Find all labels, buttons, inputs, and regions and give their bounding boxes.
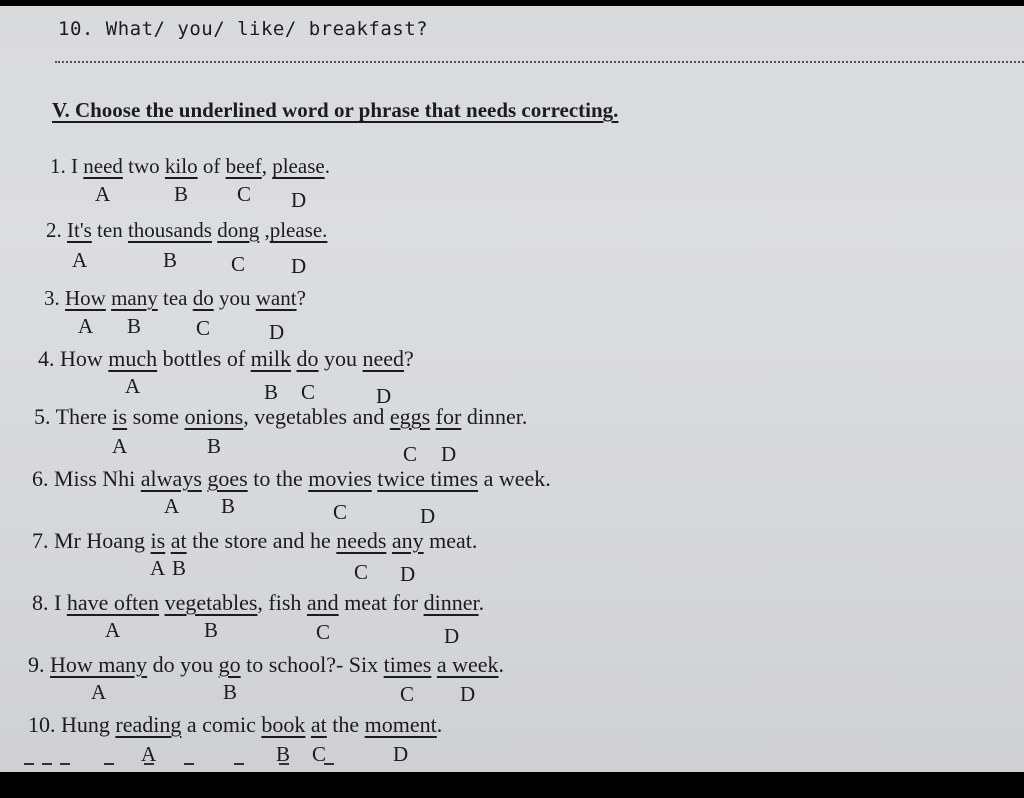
answer-dotted-line xyxy=(55,61,1024,63)
underlined-option: please. xyxy=(269,218,328,242)
question-text: the xyxy=(326,712,365,737)
option-letter-b: B xyxy=(163,248,178,272)
underlined-option: onions xyxy=(184,404,244,429)
question-text: bottles of xyxy=(157,346,251,371)
question-text: , vegetables and xyxy=(243,404,390,429)
underlined-option: eggs xyxy=(389,404,431,429)
underlined-option: How many xyxy=(50,652,148,677)
underlined-option: need xyxy=(83,154,123,178)
underlined-option: at xyxy=(310,712,327,737)
question-9 xyxy=(28,652,504,678)
question-3 xyxy=(44,286,306,311)
underlined-option: movies xyxy=(308,466,372,491)
question-text: , fish xyxy=(257,590,307,615)
question-text: ? xyxy=(296,286,306,310)
option-letter-b: B xyxy=(276,742,291,766)
question-text: dinner. xyxy=(461,404,528,429)
option-letter-c: C xyxy=(196,316,211,340)
underlined-option: do xyxy=(192,286,214,310)
option-letter-c: C xyxy=(237,182,252,206)
option-letter-a: A xyxy=(164,494,180,518)
underlined-option: go xyxy=(218,652,241,677)
question-text: I xyxy=(71,154,84,178)
section-title: V. Choose the underlined word or phrase that needs correcting. xyxy=(52,98,619,122)
underlined-option: beef xyxy=(225,154,262,178)
underlined-option: thousands xyxy=(127,218,212,242)
question-10 xyxy=(28,712,442,738)
question-6 xyxy=(32,466,551,492)
underlined-option: do xyxy=(296,346,319,371)
underlined-option: any xyxy=(391,528,424,553)
question-text: a week. xyxy=(478,466,551,491)
question-text: Hung xyxy=(61,712,116,737)
question-number: 6. xyxy=(32,466,54,491)
question-text: do you xyxy=(147,652,219,677)
underlined-option: dong xyxy=(217,218,260,242)
underlined-option: twice times xyxy=(377,466,479,491)
underlined-option: is xyxy=(150,528,166,553)
question-text: to the xyxy=(247,466,309,491)
underlined-option: for xyxy=(435,404,462,429)
option-letter-b: B xyxy=(264,380,279,404)
option-letter-c: C xyxy=(333,500,348,524)
question-text: you xyxy=(213,286,256,310)
question-text: two xyxy=(122,154,165,178)
question-text: to school?- Six xyxy=(240,652,384,677)
option-letter-b: B xyxy=(207,434,222,458)
question-number: 3. xyxy=(44,286,65,310)
question-text: Miss Nhi xyxy=(54,466,141,491)
underlined-option: need xyxy=(362,346,405,371)
question-number: 1. xyxy=(50,154,71,178)
question-2 xyxy=(46,218,327,243)
underlined-option: vegetables xyxy=(164,590,258,615)
underlined-option: at xyxy=(170,528,187,553)
question-text: the store and he xyxy=(186,528,337,553)
question-1 xyxy=(50,154,330,179)
question-number: 9. xyxy=(28,652,50,677)
option-letter-a: A xyxy=(95,182,111,206)
option-letter-b: B xyxy=(204,618,219,642)
question-number: 4. xyxy=(38,346,60,371)
question-7 xyxy=(32,528,477,554)
underlined-option: have often xyxy=(66,590,160,615)
underlined-option: dinner xyxy=(423,590,479,615)
question-text: meat for xyxy=(338,590,424,615)
underlined-option: goes xyxy=(207,466,248,491)
option-letter-b: B xyxy=(127,314,142,338)
option-letter-d: D xyxy=(460,682,476,706)
question-text: How xyxy=(60,346,109,371)
question-text: . xyxy=(498,652,505,677)
question-text: some xyxy=(127,404,185,429)
question-text: . xyxy=(324,154,330,178)
question-text: meat. xyxy=(423,528,478,553)
question-text: , xyxy=(261,154,273,178)
question-number: 10. xyxy=(28,712,61,737)
question-number: 5. xyxy=(34,404,56,429)
option-letter-a: A xyxy=(105,618,121,642)
question-number: 7. xyxy=(32,528,54,553)
underlined-option: moment xyxy=(364,712,437,737)
underlined-option: please xyxy=(272,154,325,178)
question-text: ? xyxy=(404,346,414,371)
question-text: There xyxy=(55,404,113,429)
previous-question-10: 10. What/ you/ like/ breakfast? xyxy=(58,18,429,40)
question-text: a comic xyxy=(181,712,262,737)
underlined-option: much xyxy=(108,346,158,371)
underlined-option: It's xyxy=(67,218,92,242)
question-text: tea xyxy=(157,286,193,310)
option-letter-c: C xyxy=(312,742,327,766)
option-letter-d: D xyxy=(393,742,409,766)
option-letter-b: B xyxy=(174,182,189,206)
underlined-option: a week xyxy=(436,652,499,677)
underlined-option: and xyxy=(306,590,339,615)
question-text: of xyxy=(197,154,226,178)
option-letter-d: D xyxy=(441,442,457,466)
question-text: . xyxy=(478,590,485,615)
option-letter-c: C xyxy=(403,442,418,466)
question-text: you xyxy=(318,346,363,371)
underlined-option: milk xyxy=(250,346,292,371)
question-text: Mr Hoang xyxy=(54,528,151,553)
question-8 xyxy=(32,590,484,616)
underlined-option: many xyxy=(111,286,158,310)
option-letter-d: D xyxy=(269,320,285,344)
worksheet-page xyxy=(0,6,1024,772)
underlined-option: reading xyxy=(115,712,182,737)
option-letter-c: C xyxy=(231,252,246,276)
underlined-option: want xyxy=(255,286,297,310)
option-letter-a: A xyxy=(112,434,128,458)
option-letter-a: A xyxy=(91,680,107,704)
option-letter-a: A xyxy=(150,556,166,580)
option-letter-a: A xyxy=(78,314,94,338)
option-letter-c: C xyxy=(316,620,331,644)
question-5 xyxy=(34,404,527,430)
question-number: 8. xyxy=(32,590,54,615)
option-letter-c: C xyxy=(354,560,369,584)
option-letter-d: D xyxy=(400,562,416,586)
question-number: 2. xyxy=(46,218,67,242)
question-text: ten xyxy=(91,218,128,242)
option-letter-d: D xyxy=(291,188,307,212)
question-text: , xyxy=(259,218,270,242)
option-letter-a: A xyxy=(141,742,157,766)
underlined-option: book xyxy=(261,712,306,737)
option-letter-c: C xyxy=(301,380,316,404)
underlined-option: needs xyxy=(336,528,387,553)
option-letter-b: B xyxy=(223,680,238,704)
option-letter-d: D xyxy=(291,254,307,278)
option-letter-a: A xyxy=(72,248,88,272)
option-letter-d: D xyxy=(376,384,392,408)
option-letter-c: C xyxy=(400,682,415,706)
question-text: . xyxy=(436,712,443,737)
option-letter-b: B xyxy=(221,494,236,518)
underlined-option: is xyxy=(112,404,128,429)
option-letter-a: A xyxy=(125,374,141,398)
underlined-option: always xyxy=(140,466,202,491)
underlined-option: How xyxy=(65,286,106,310)
underlined-option: kilo xyxy=(164,154,198,178)
option-letter-d: D xyxy=(444,624,460,648)
question-4 xyxy=(38,346,414,372)
cropped-next-heading xyxy=(24,763,374,772)
question-text: I xyxy=(54,590,67,615)
option-letter-d: D xyxy=(420,504,436,528)
underlined-option: times xyxy=(383,652,432,677)
option-letter-b: B xyxy=(172,556,187,580)
